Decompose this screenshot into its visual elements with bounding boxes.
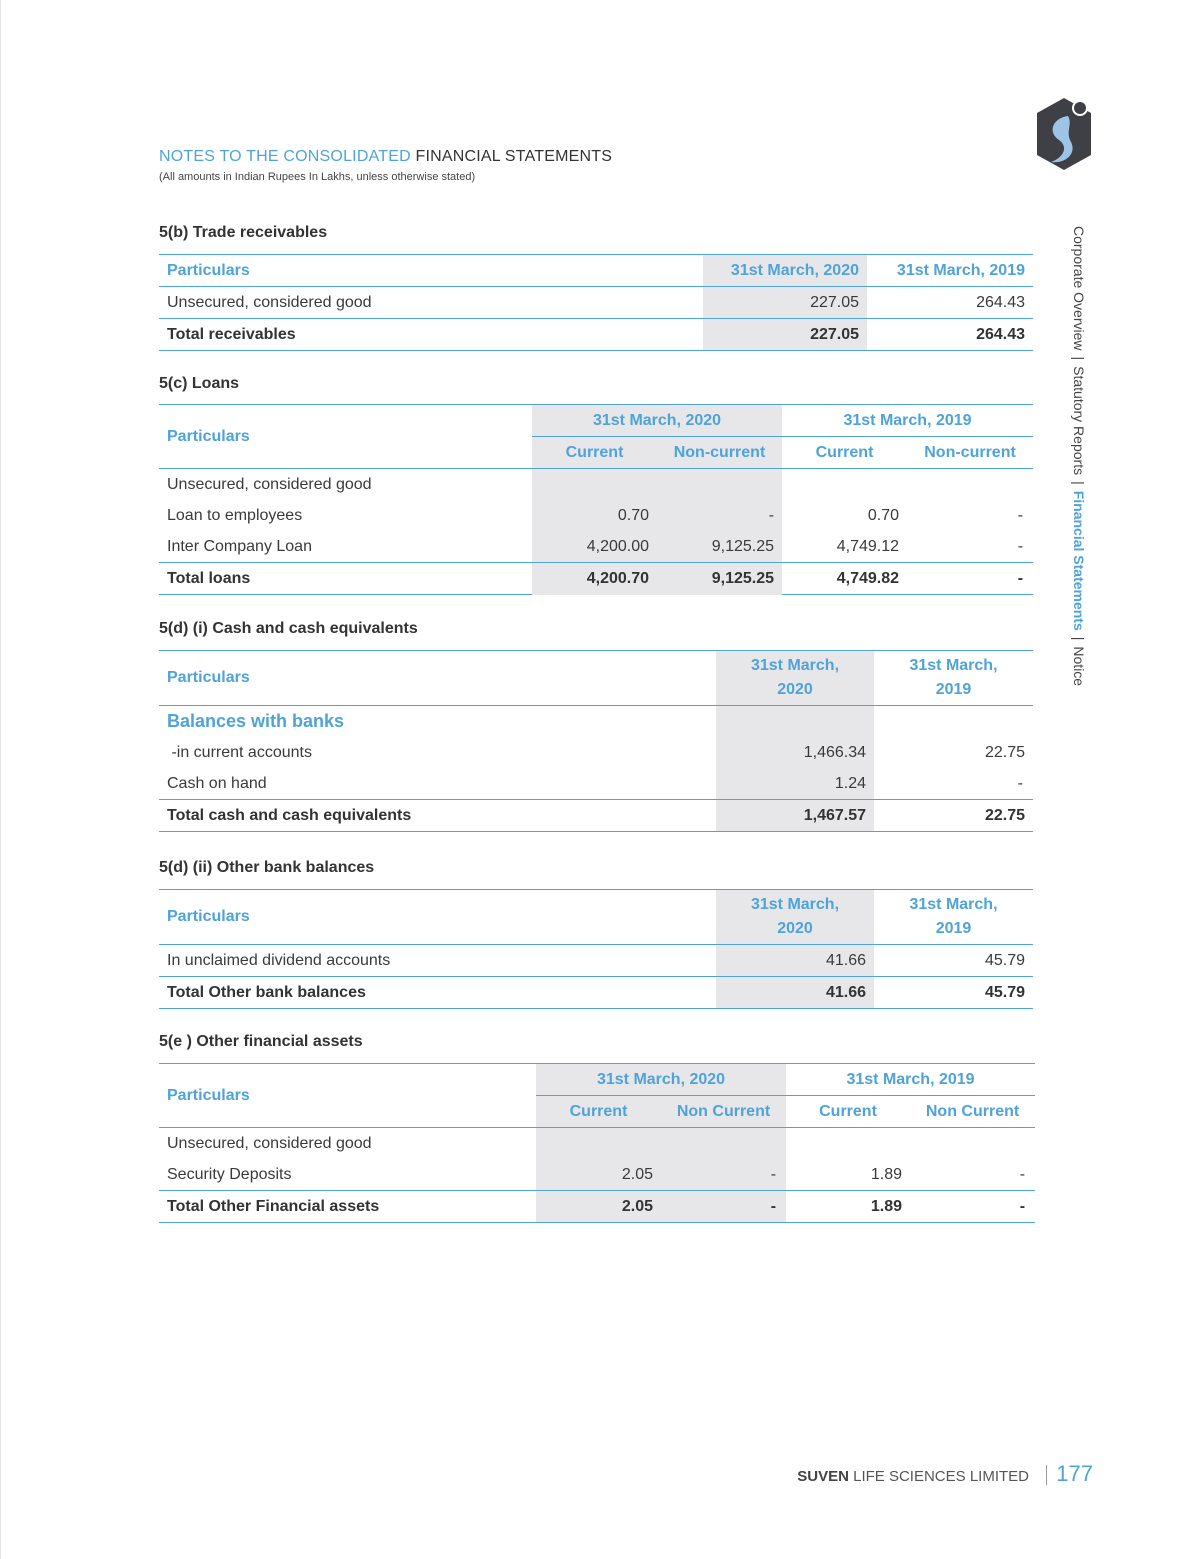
col-header-particulars: Particulars: [159, 405, 532, 469]
page-subtitle: (All amounts in Indian Rupees In Lakhs, unless otherwise stated): [159, 171, 476, 183]
row-label: Cash on hand: [159, 768, 716, 800]
cash-table: [159, 650, 1033, 832]
table-row: [159, 1128, 1035, 1160]
table-group-row: [159, 706, 1033, 738]
cell-noncurrent-2019: -: [910, 1191, 1035, 1223]
side-nav-separator: |: [1071, 356, 1087, 361]
row-label: Unsecured, considered good: [167, 475, 372, 493]
cell-current-2020: 2.05: [536, 1159, 661, 1191]
cell-2019: -: [874, 768, 1033, 800]
cell-current-2020: 0.70: [532, 500, 657, 531]
side-nav-financial-statements: Financial Statements: [1071, 490, 1087, 631]
cell-noncurrent-2020: 9,125.25: [657, 563, 782, 595]
col-header-2019: 31st March, 2019: [782, 405, 1033, 437]
cell-2019: 22.75: [874, 800, 1033, 832]
col-header-noncurrent-2020: Non-current: [657, 437, 782, 469]
col-header-2019: 31st March, 2019: [786, 1064, 1035, 1096]
group-label: Balances with banks: [167, 711, 345, 731]
table-header-row: [159, 651, 1033, 706]
cell-current-2019: 1.89: [786, 1159, 910, 1191]
row-label: -in current accounts: [167, 743, 312, 761]
col-header-2020-line2: 2020: [777, 681, 813, 698]
cell-current-2020: 4,200.70: [532, 563, 657, 595]
section-title-trade-receivables: 5(b) Trade receivables: [159, 224, 328, 241]
col-header-2019: [874, 651, 1033, 706]
table-row: [159, 768, 1033, 800]
row-label: Inter Company Loan: [159, 531, 532, 563]
row-label: Total receivables: [159, 319, 703, 351]
page-title-accent: NOTES TO THE CONSOLIDATED: [159, 148, 411, 165]
cell-noncurrent-2020: -: [661, 1159, 786, 1191]
table-header-row: [159, 405, 1033, 437]
table-total-row: [159, 800, 1033, 832]
col-header-2019-line1: 31st March,: [909, 896, 998, 913]
side-nav-corporate-overview: Corporate Overview: [1071, 226, 1087, 351]
col-header-2020: 31st March, 2020: [536, 1064, 786, 1096]
other-bank-table: [159, 889, 1033, 1009]
table-total-row: [159, 1191, 1035, 1223]
table-total-row: [159, 563, 1033, 595]
col-header-noncurrent-2019: Non Current: [910, 1096, 1035, 1128]
col-header-2020: [716, 890, 874, 945]
col-header-current-2019: Current: [782, 437, 907, 469]
col-header-particulars: Particulars: [159, 1064, 536, 1128]
section-title-other-financial: 5(e ) Other financial assets: [159, 1033, 363, 1050]
loans-table: [159, 404, 1033, 595]
col-header-2020: [716, 651, 874, 706]
col-header-2020-line2: 2020: [777, 920, 813, 937]
cell-current-2019: 1.89: [786, 1191, 910, 1223]
cell-current-2019: 0.70: [867, 506, 900, 524]
col-header-2019: 31st March, 2019: [867, 255, 1033, 287]
cell-2020: 41.66: [716, 945, 874, 977]
cell-2020: 1.24: [716, 768, 874, 800]
table-row: [159, 737, 1033, 768]
col-header-current-2019: Current: [786, 1096, 910, 1128]
col-header-2020: 31st March, 2020: [532, 405, 782, 437]
table-row: [159, 469, 1033, 501]
footer-divider: [1046, 1465, 1047, 1485]
side-section-nav: [1069, 226, 1089, 766]
page-title: [159, 148, 612, 166]
col-header-current-2020: Current: [532, 437, 657, 469]
table-total-row: [159, 977, 1033, 1009]
cell-noncurrent-2019: -: [910, 1159, 1035, 1191]
company-logo-icon: [1035, 96, 1093, 172]
cell-noncurrent-2020: -: [657, 500, 782, 531]
row-label: Total cash and cash equivalents: [159, 800, 716, 832]
table-row: [159, 500, 1033, 531]
col-header-2020-line1: 31st March,: [750, 896, 840, 913]
cell-2020: 1,467.57: [716, 800, 874, 832]
row-label: Security Deposits: [159, 1159, 536, 1191]
side-nav-notice: Notice: [1071, 646, 1087, 687]
table-row: [159, 945, 1033, 977]
side-nav-separator: |: [1071, 481, 1087, 485]
col-header-particulars: Particulars: [159, 890, 716, 945]
section-title-cash: 5(d) (i) Cash and cash equivalents: [159, 620, 418, 637]
row-label: Total Other bank balances: [159, 977, 716, 1009]
table-row: [159, 287, 1033, 319]
footer-company-bold: SUVEN: [797, 1468, 849, 1485]
col-header-current-2020: Current: [536, 1096, 661, 1128]
cell-noncurrent-2020: 9,125.25: [657, 531, 782, 563]
col-header-2020-line1: 31st March,: [750, 657, 840, 674]
cell-current-2019: 4,749.82: [782, 563, 907, 595]
table-total-row: [159, 319, 1033, 351]
col-header-noncurrent-2020: Non Current: [661, 1096, 786, 1128]
col-header-2019-line2: 2019: [935, 920, 972, 937]
row-label: In unclaimed dividend accounts: [159, 945, 716, 977]
cell-current-2020: 2.05: [536, 1191, 661, 1223]
page-number: 177: [1056, 1461, 1093, 1486]
cell-noncurrent-2019: -: [1017, 506, 1024, 524]
side-nav-statutory-reports: Statutory Reports: [1071, 366, 1087, 476]
col-header-2020: 31st March, 2020: [703, 255, 867, 287]
side-nav-separator: |: [1071, 636, 1087, 641]
table-header-row: [159, 1064, 1035, 1096]
trade-receivables-table: [159, 254, 1033, 351]
col-header-2019-line2: 2019: [935, 681, 972, 698]
table-row: [159, 1159, 1035, 1191]
footer-company-rest: LIFE SCIENCES LIMITED: [853, 1468, 1029, 1485]
cell-current-2020: 4,200.00: [532, 531, 657, 563]
table-header-row: [159, 255, 1033, 287]
cell-2019: 264.43: [867, 287, 1033, 319]
row-label: Total Other Financial assets: [159, 1191, 536, 1223]
footer-company-name: [797, 1468, 1029, 1485]
row-label: Unsecured, considered good: [167, 1134, 372, 1152]
col-header-2019: [874, 890, 1033, 945]
cell-2020: 1,466.34: [716, 737, 874, 768]
section-title-loans: 5(c) Loans: [159, 375, 240, 392]
col-header-particulars: Particulars: [159, 651, 716, 706]
cell-2019: 22.75: [984, 743, 1025, 761]
cell-noncurrent-2019: -: [907, 531, 1033, 563]
col-header-particulars: Particulars: [159, 255, 703, 287]
table-row: [159, 531, 1033, 563]
row-label: Total loans: [159, 563, 532, 595]
cell-2019: 45.79: [874, 945, 1033, 977]
table-header-row: [159, 890, 1033, 945]
other-financial-table: [159, 1063, 1035, 1223]
cell-2020: 227.05: [703, 287, 867, 319]
cell-current-2019: 4,749.12: [782, 531, 907, 563]
cell-2020: 227.05: [703, 319, 867, 351]
row-label: Unsecured, considered good: [159, 287, 703, 319]
page-title-main: FINANCIAL STATEMENTS: [415, 148, 613, 165]
cell-noncurrent-2020: -: [661, 1191, 786, 1223]
cell-2019: 45.79: [874, 977, 1033, 1009]
cell-2020: 41.66: [716, 977, 874, 1009]
cell-2019: 264.43: [867, 319, 1033, 351]
col-header-noncurrent-2019: Non-current: [907, 437, 1033, 469]
col-header-2019-line1: 31st March,: [909, 657, 998, 674]
section-title-other-bank: 5(d) (ii) Other bank balances: [159, 859, 375, 876]
row-label: Loan to employees: [167, 506, 303, 524]
cell-noncurrent-2019: -: [907, 563, 1033, 595]
